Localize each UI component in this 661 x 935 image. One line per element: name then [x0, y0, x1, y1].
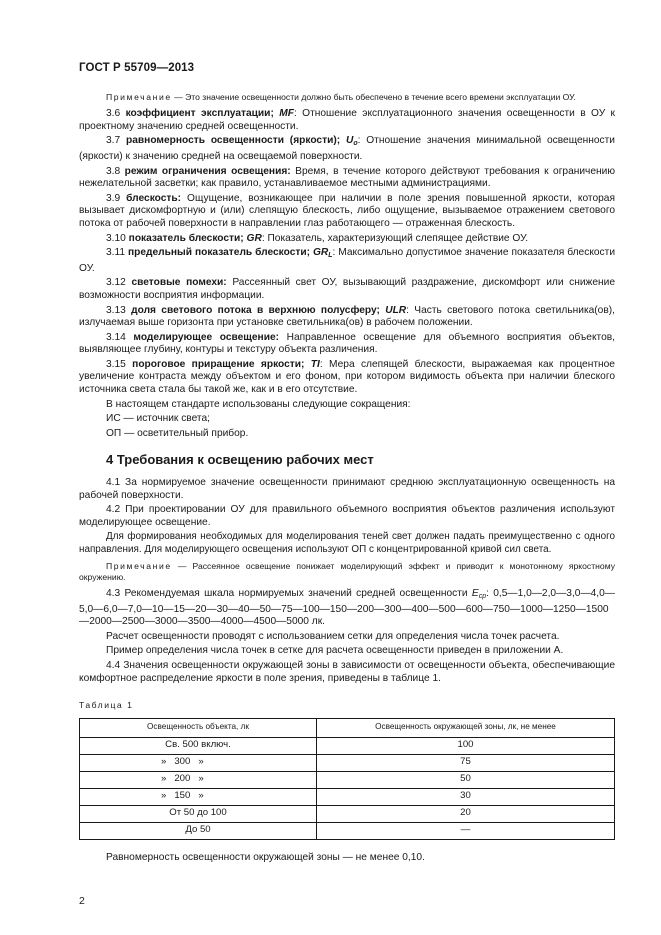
- paragraph-4-3-grid: Расчет освещенности проводят с использованием сетки для определения числа точек расчета.: [106, 630, 560, 642]
- p43-scale: : 0,5—1,0—2,0—3,0—4,0—5,0—6,0—7,0—10—15—20—30—40—50—75—100—150—200—300—400—500—600—750—1000—1250—1500—2000—2500—3000—3500—4000—4500—5000 лк.: [79, 588, 615, 628]
- table-cell: [80, 754, 317, 771]
- table-header-cell: Освещенность объекта, лк: [80, 718, 317, 737]
- def-symbol-subscript: L: [328, 252, 333, 260]
- table-cell: 100: [317, 737, 615, 754]
- table-cell: —: [317, 822, 615, 839]
- def-term: предельный показатель блескости;: [128, 247, 313, 259]
- def-number: 3.9: [106, 192, 127, 204]
- table-cell: 30: [317, 788, 615, 805]
- table-header-row: [80, 718, 615, 737]
- paragraph-4-3: [79, 588, 615, 629]
- def-term: пороговое приращение яркости;: [132, 358, 311, 370]
- note-label: Примечание: [106, 560, 172, 571]
- def-number: 3.14: [106, 331, 134, 343]
- table-cell: [80, 771, 317, 788]
- def-number: 3.12: [106, 277, 132, 289]
- closing-paragraph: Равномерность освещенности окружающей зоны — не менее 0,10.: [106, 851, 425, 863]
- def-number: 3.6: [106, 108, 126, 120]
- page-content: [79, 92, 615, 866]
- paragraph-4-3-example: Пример определения числа точек в сетке для расчета освещенности приведен в приложении А.: [106, 645, 564, 657]
- def-term: моделирующее освещение:: [133, 331, 280, 343]
- table-cell-text: » 150 »: [161, 790, 204, 802]
- def-text: : Максимально допустимое значение показателя блескости ОУ.: [79, 247, 616, 274]
- def-number: 3.10: [106, 232, 129, 244]
- def-symbol: ULR: [385, 304, 407, 316]
- def-text: Направленное освещение для объемного восприятия объектов, выявляющее глубину, контуры и текстуру объекта различения.: [79, 331, 615, 356]
- table-cell: От 50 до 100: [80, 805, 317, 822]
- p43-symbol: E: [471, 588, 479, 600]
- table-cell: [80, 788, 317, 805]
- def-symbol: U: [345, 135, 354, 147]
- paragraph-4-2-continued: Для формирования необходимых для моделирования теней свет должен падать преимущественно с одного направления. Для моделирующего освещения используют ОП с концентрированной кривой сил света.: [79, 531, 615, 556]
- note-text: — Это значение освещенности должно быть обеспечено в течение всего времени эксплуатации ОУ.: [171, 92, 576, 102]
- def-term: коэффициент эксплуатации;: [125, 108, 280, 120]
- definition-3-8: [79, 166, 615, 191]
- table-row: [80, 788, 615, 805]
- def-number: 3.11: [106, 247, 128, 259]
- table-row: [80, 805, 615, 822]
- def-symbol: GR: [246, 232, 262, 244]
- paragraph-4-2: 4.2 При проектировании ОУ для правильного объемного восприятия объектов различения используют моделирующее освещение.: [79, 504, 615, 528]
- table-cell: Св. 500 включ.: [80, 737, 317, 754]
- table-cell-text: » 200 »: [161, 773, 204, 785]
- p43-symbol-subscript: ср: [478, 593, 487, 601]
- table-cell: 20: [317, 805, 615, 822]
- def-term: равномерность освещенности (яркости);: [126, 135, 346, 147]
- table-caption: Таблица 1: [79, 700, 134, 711]
- definition-3-12: [79, 277, 615, 302]
- page-header: ГОСТ Р 55709—2013: [79, 62, 195, 74]
- definition-3-6: [79, 108, 615, 133]
- table-row: [80, 771, 615, 788]
- def-symbol: GR: [312, 247, 329, 259]
- def-text: Ощущение, возникающее при наличии в поле зрения повышенной яркости, которая вызывает дискомфортную и (или) слепящую блескость, либо ощущение, вызываемое отражением светового потока от рабочей поверхности в направлении глаз работающего — отраженная блескость.: [79, 192, 615, 229]
- paragraph-4-4: 4.4 Значения освещенности окружающей зоны в зависимости от освещенности объекта, обеспечивающие комфортное распределение яркости в поле зрения, приведены в таблице 1.: [79, 659, 615, 684]
- def-text: : Показатель, характеризующий слепящее действие ОУ.: [261, 232, 529, 244]
- def-text: : Отношение эксплуатационного значения освещенности в ОУ к проектному значению средней освещенности.: [79, 108, 616, 132]
- def-number: 3.15: [106, 358, 133, 370]
- note-diffuse-lighting: [79, 561, 615, 583]
- illuminance-table: [79, 718, 615, 840]
- def-text: Рассеянный свет ОУ, вызывающий раздражение, дискомфорт или снижение возможности восприятия информации.: [79, 277, 615, 301]
- section-title: 4 Требования к освещению рабочих мест: [106, 452, 374, 468]
- note-label: Примечание: [106, 92, 172, 102]
- table-header-cell: Освещенность окружающей зоны, лк, не менее: [317, 718, 615, 737]
- def-text: Время, в течение которого действуют требования к ограничению нежелательной засветки; как правило, устанавливаемое местными администрациями.: [79, 165, 615, 190]
- definition-3-15: [79, 359, 615, 397]
- def-symbol-subscript: o: [353, 140, 358, 148]
- note-text: — Рассеянное освещение понижает моделирующий эффект и приводит к монотонному яркостному окружению.: [79, 560, 615, 582]
- definition-3-11: [79, 247, 615, 275]
- definition-3-10: [79, 233, 615, 246]
- def-term: режим ограничения освещения:: [124, 165, 291, 177]
- table-row: [80, 822, 615, 839]
- def-term: доля светового потока в верхнюю полусферу;: [131, 304, 386, 316]
- table-cell: 50: [317, 771, 615, 788]
- definition-3-13: [79, 305, 615, 330]
- definition-3-7: [79, 135, 615, 163]
- abbreviation-ic: ИС — источник света;: [106, 413, 210, 425]
- table-cell-text: » 300 »: [161, 756, 204, 768]
- def-text: : Отношение значения минимальной освещенности (яркости) к значению средней на освещаемой поверхности.: [79, 135, 615, 162]
- def-number: 3.13: [106, 304, 132, 316]
- def-term: световые помехи:: [131, 277, 227, 289]
- def-term: блескость:: [126, 192, 182, 204]
- page-number: 2: [79, 895, 85, 907]
- paragraph-4-1: 4.1 За нормируемое значение освещенности принимают среднюю эксплуатационную освещенность на рабочей поверхности.: [79, 477, 615, 501]
- def-symbol: TI: [310, 358, 320, 370]
- p43-text: 4.3 Рекомендуемая шкала нормируемых значений средней освещенности: [106, 588, 472, 600]
- def-number: 3.8: [106, 165, 125, 177]
- definition-3-9: [79, 193, 615, 231]
- def-text: : Часть светового потока светильника(ов), излучаемая выше горизонта при установке светильника(ов) в рабочем положении.: [79, 304, 615, 329]
- def-text: : Мера слепящей блескости, выражаемая как процентное увеличение контраста между объектом и его фоном, при котором видимость объекта при наличии блеского источника света стала бы такой же, как и в его отсутствие.: [79, 358, 615, 396]
- def-number: 3.7: [106, 135, 127, 147]
- def-symbol: MF: [279, 108, 294, 120]
- table-cell: 75: [317, 754, 615, 771]
- table-row: [80, 754, 615, 771]
- def-term: показатель блескости;: [128, 232, 247, 244]
- abbreviation-op: ОП — осветительный прибор.: [106, 427, 249, 439]
- abbreviations-intro: В настоящем стандарте использованы следующие сокращения:: [106, 398, 411, 410]
- definition-3-14: [79, 332, 615, 357]
- table-row: [80, 737, 615, 754]
- note-operation-time: [79, 92, 615, 103]
- table-cell: До 50: [80, 822, 317, 839]
